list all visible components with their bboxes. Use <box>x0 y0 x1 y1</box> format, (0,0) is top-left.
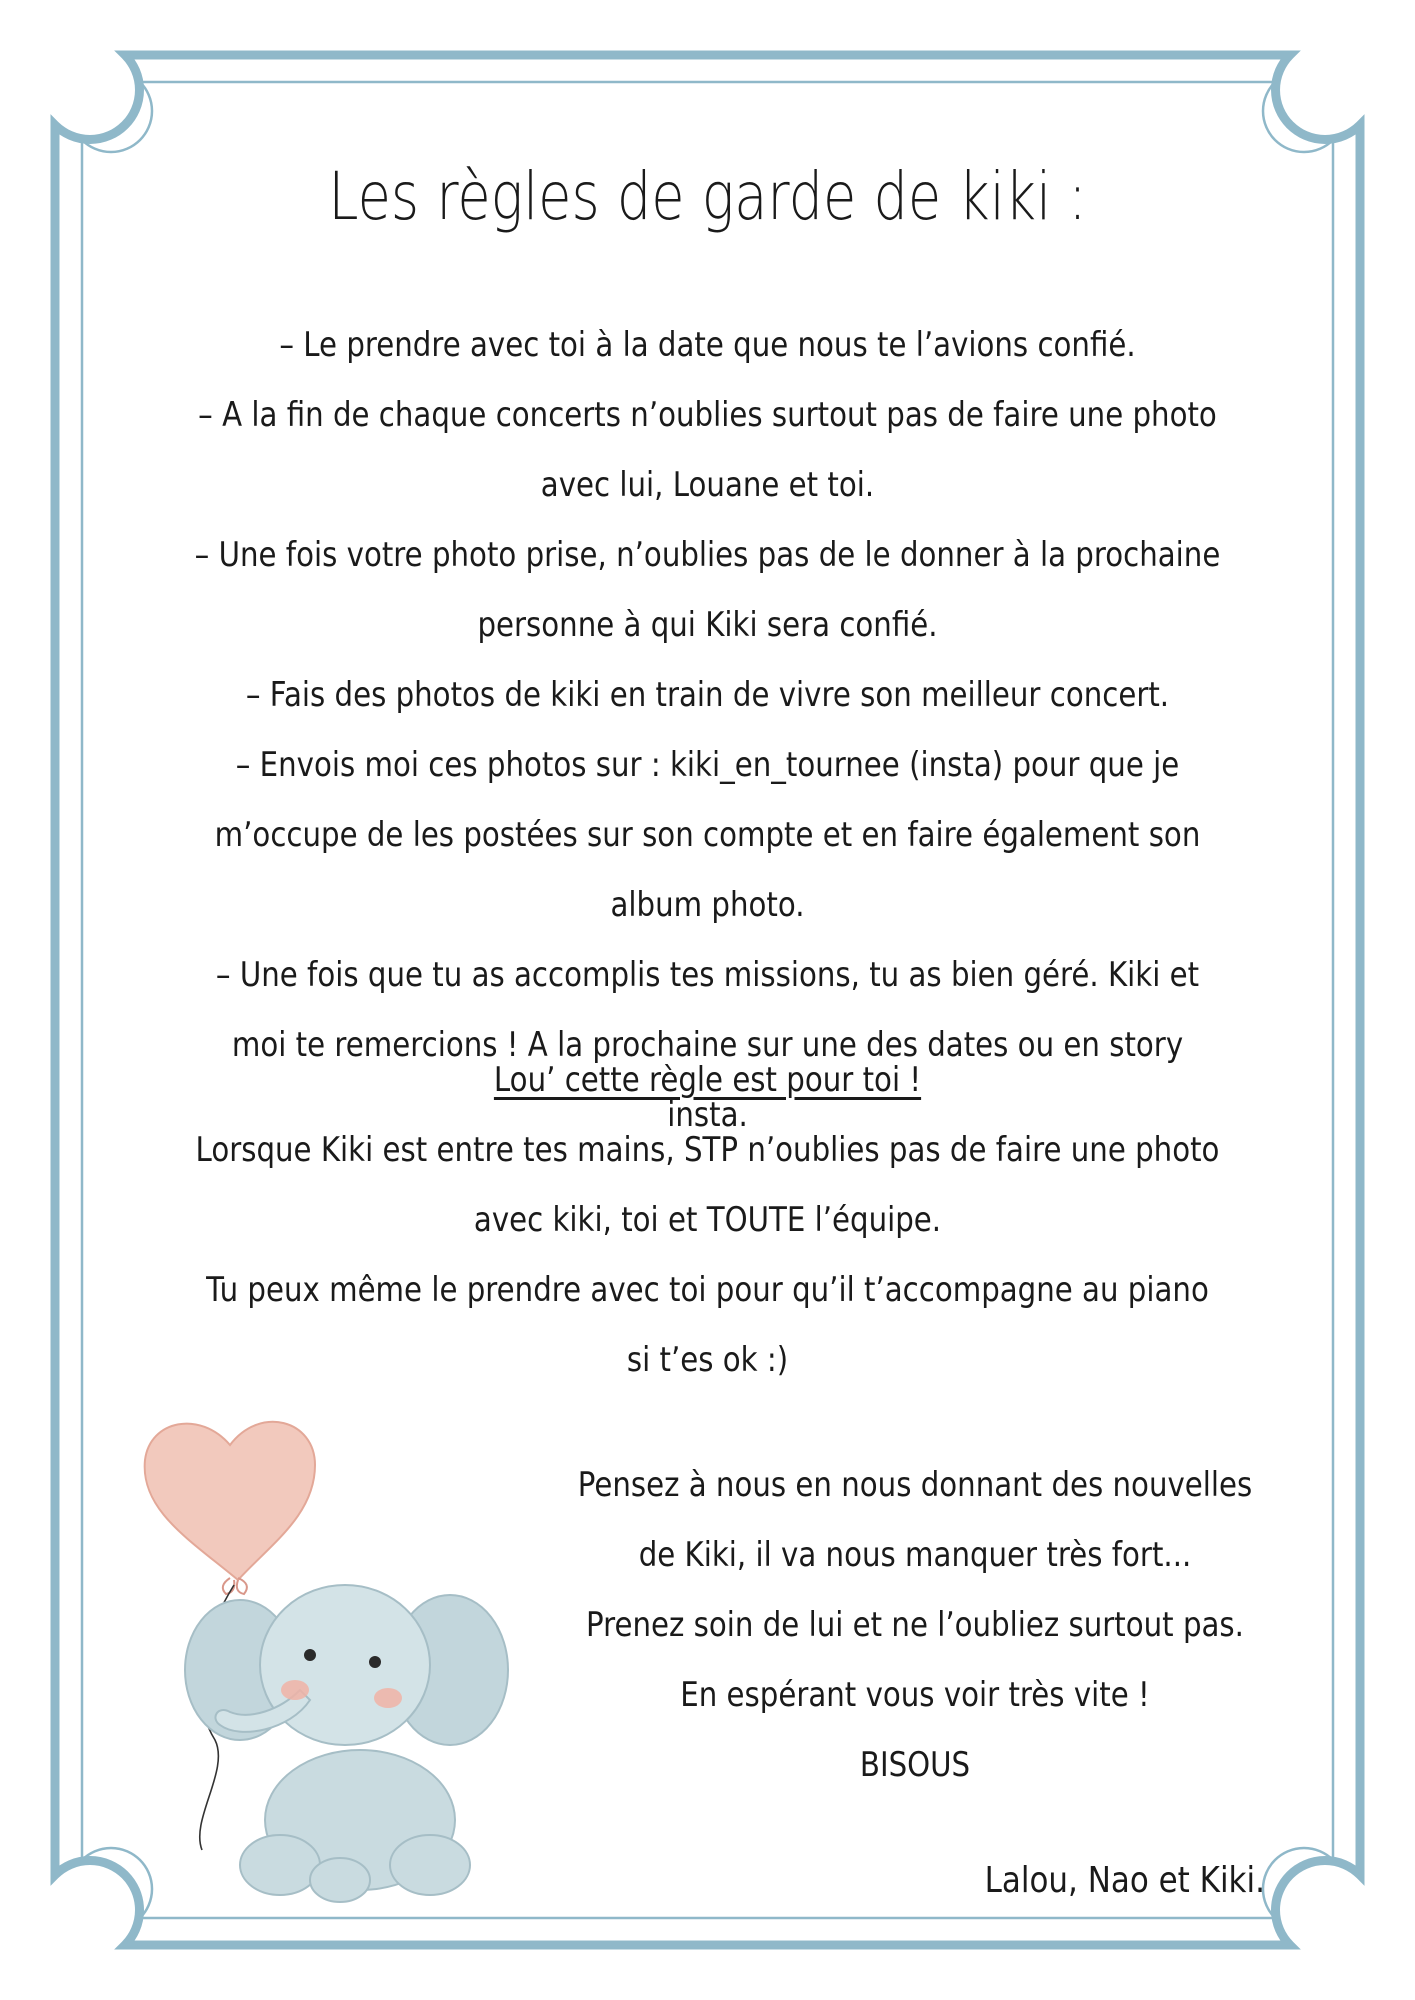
closing-line: En espérant vous voir très vite ! <box>680 1675 1150 1715</box>
rule-item: – Envois moi ces photos sur : kiki_en_tournee (insta) pour que je m’occupe de les postées sur son compte et en faire également son album photo. <box>214 745 1201 925</box>
elephant-eye-icon <box>369 1656 381 1668</box>
elephant-balloon-illustration <box>130 1400 510 1920</box>
rules-list <box>194 310 1222 1150</box>
lou-section <box>194 1045 1222 1395</box>
heart-balloon-icon <box>145 1422 315 1580</box>
rule-item: – Fais des photos de kiki en train de vivre son meilleur concert. <box>245 675 1170 715</box>
closing-message <box>558 1450 1272 1800</box>
rule-item: – A la fin de chaque concerts n’oublies surtout pas de faire une photo avec lui, Louane et toi. <box>198 395 1217 505</box>
rule-item: – Une fois que tu as accomplis tes missions, tu as bien géré. Kiki et moi te remercions ! A la prochaine sur une des dates ou en story insta. <box>215 955 1200 1135</box>
closing-line: Pensez à nous en nous donnant des nouvelles de Kiki, il va nous manquer très fort... <box>577 1465 1253 1575</box>
page-title: Les règles de garde de kiki : <box>328 158 1087 235</box>
rule-item: – Une fois votre photo prise, n’oublies pas de le donner à la prochaine personne à qui Kiki sera confié. <box>194 535 1221 645</box>
lou-line: Lorsque Kiki est entre tes mains, STP n’oublies pas de faire une photo avec kiki, toi et TOUTE l’équipe. <box>195 1130 1220 1240</box>
closing-line: BISOUS <box>859 1745 971 1785</box>
signature: Lalou, Nao et Kiki. <box>984 1860 1265 1901</box>
lou-heading: Lou’ cette règle est pour toi ! <box>493 1060 922 1100</box>
rule-item: – Le prendre avec toi à la date que nous te l’avions confié. <box>279 325 1136 365</box>
lou-line: Tu peux même le prendre avec toi pour qu’il t’accompagne au piano si t’es ok :) <box>206 1270 1209 1380</box>
elephant-eye-icon <box>304 1649 316 1661</box>
closing-line: Prenez soin de lui et ne l’oubliez surtout pas. <box>586 1605 1244 1645</box>
